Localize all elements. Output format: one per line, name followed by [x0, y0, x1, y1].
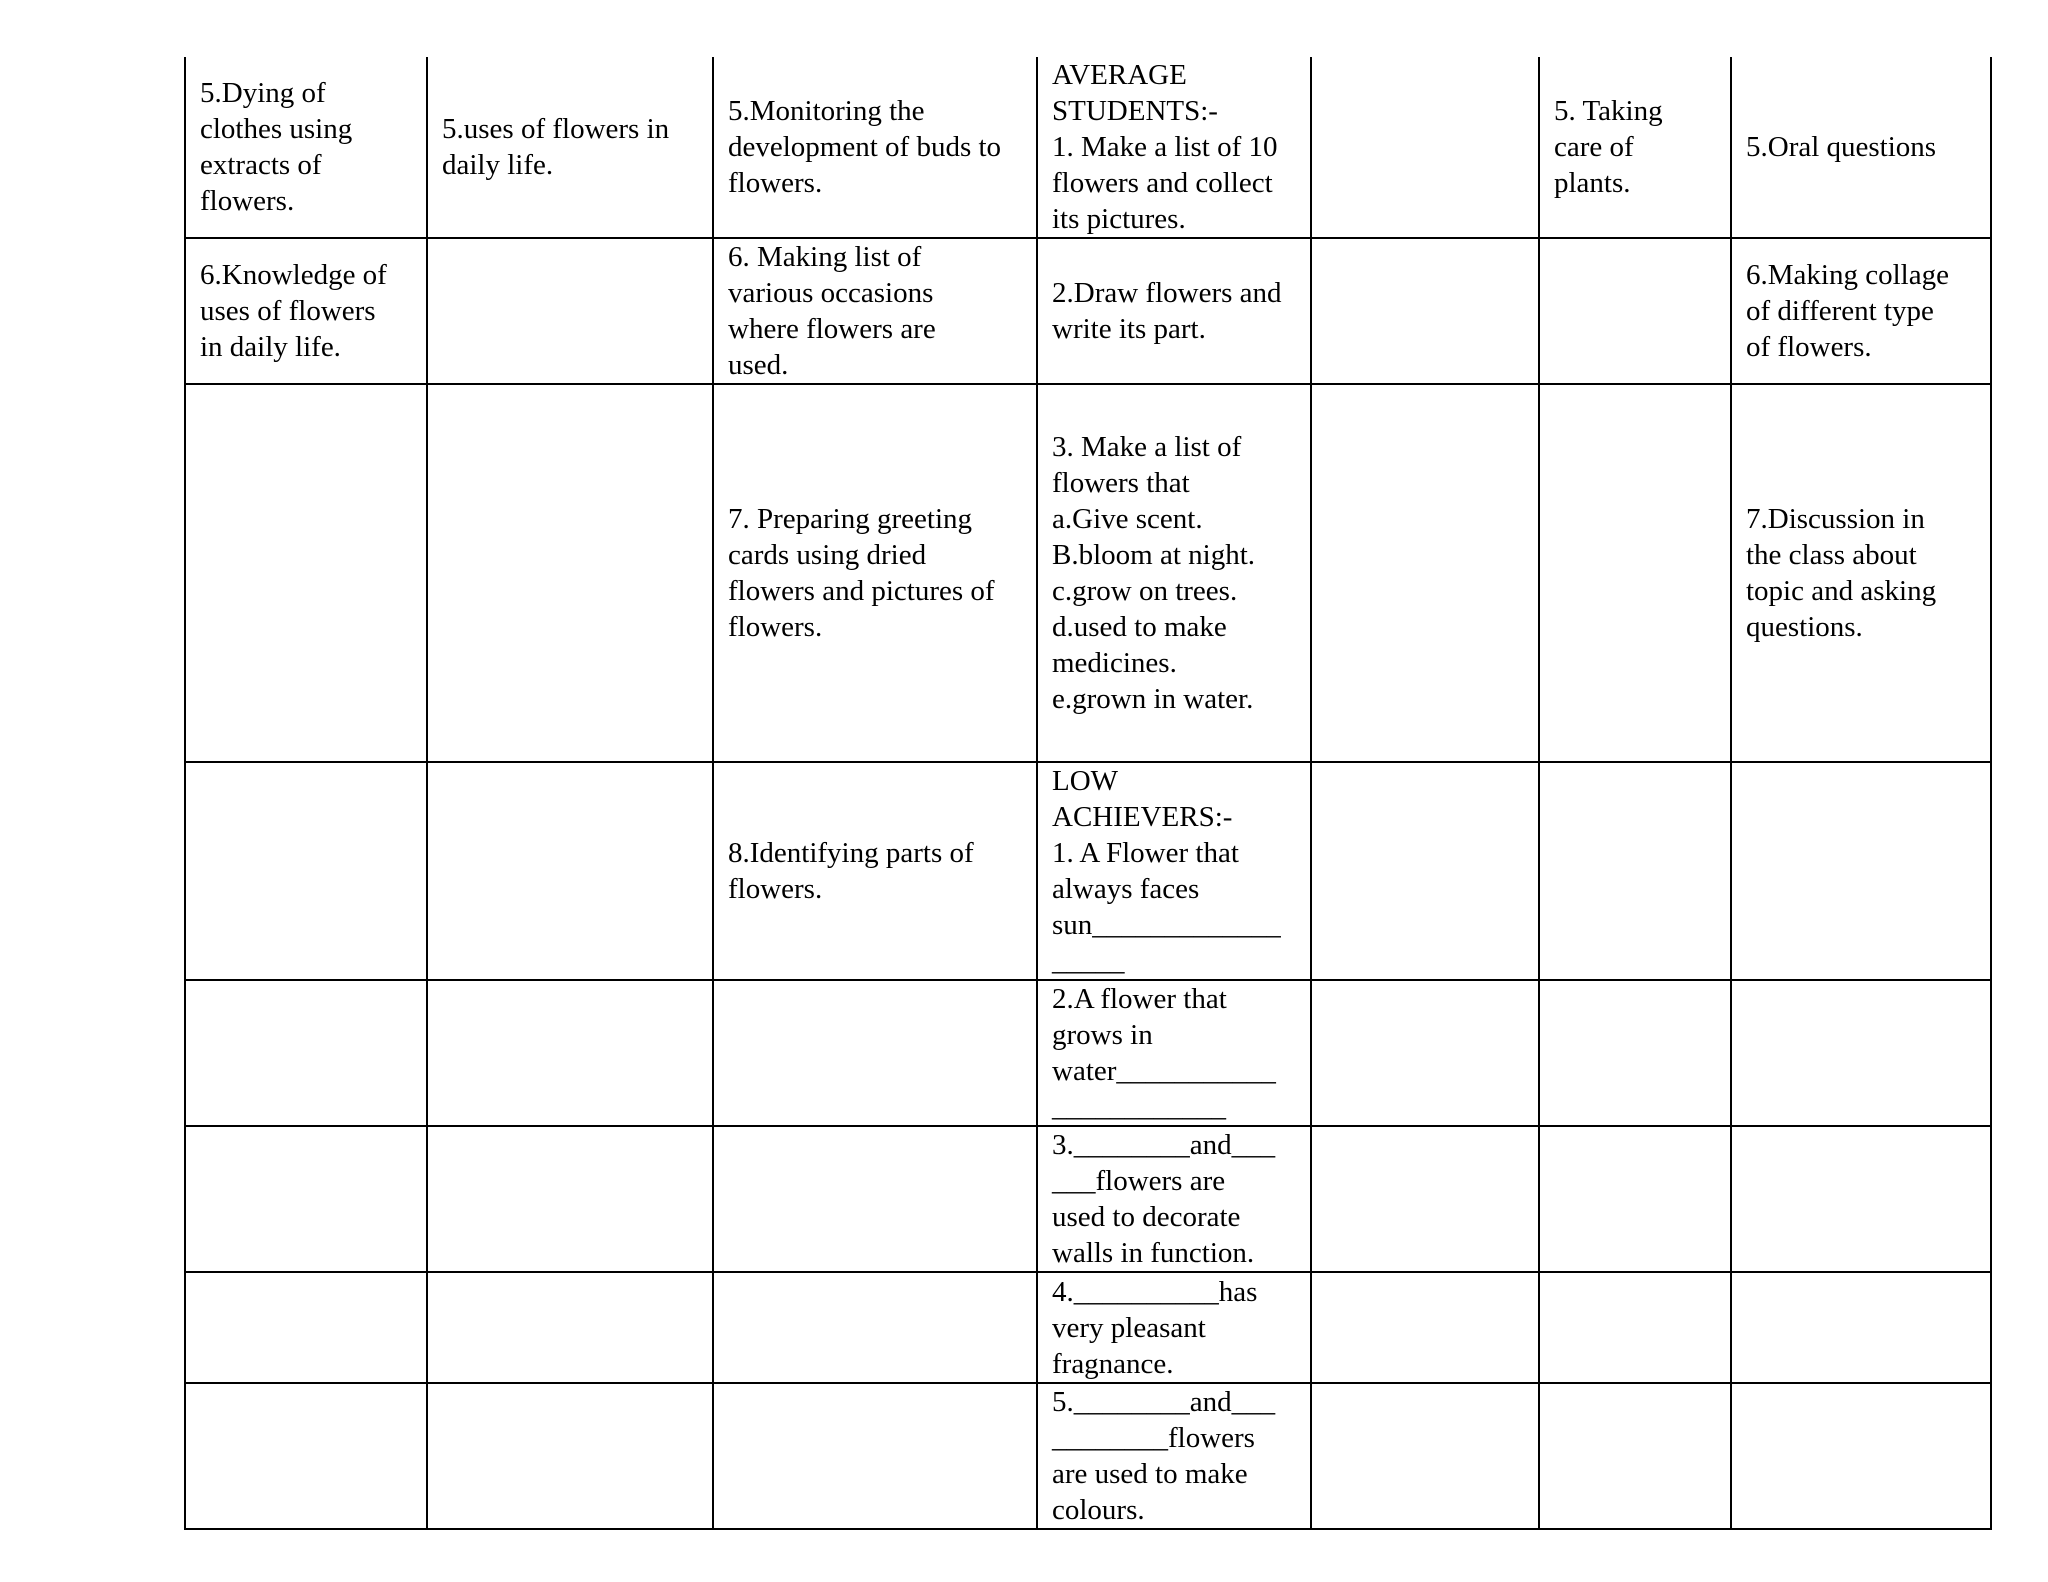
cell-text: 7.Discussion in the class about topic and asking questions. [1746, 503, 1937, 643]
table-cell [185, 1383, 427, 1529]
table-cell [185, 980, 427, 1126]
table-row [185, 1272, 1991, 1383]
cell-text: 8.Identifying parts of flowers. [728, 837, 974, 905]
table-cell [713, 384, 1037, 762]
table-cell [427, 1383, 713, 1529]
cell-text: 5.Dying of clothes using extracts of flowers. [200, 77, 353, 217]
table-cell [1037, 238, 1311, 384]
table-cell [1037, 762, 1311, 980]
table-cell [713, 1126, 1037, 1272]
table-cell [1037, 1272, 1311, 1383]
table-cell [1311, 238, 1539, 384]
table-cell [1311, 1272, 1539, 1383]
table-row [185, 238, 1991, 384]
table-cell [427, 1272, 713, 1383]
table-cell [713, 980, 1037, 1126]
table-cell [713, 1383, 1037, 1529]
table-cell [713, 762, 1037, 980]
cell-text: 5. Taking care of plants. [1554, 95, 1663, 199]
cell-text: 5.uses of flowers in daily life. [442, 113, 670, 181]
cell-text: 6.Knowledge of uses of flowers in daily life. [200, 259, 387, 363]
lesson-plan-table [184, 57, 1992, 1530]
table-cell [427, 384, 713, 762]
table-cell [713, 238, 1037, 384]
table-row [185, 762, 1991, 980]
table-row [185, 1126, 1991, 1272]
table-cell [1731, 238, 1991, 384]
table-cell [1311, 384, 1539, 762]
cell-text: 5.Monitoring the development of buds to flowers. [728, 95, 1002, 199]
cell-text: 5.________and___ ________flowers are used to make colours. [1052, 1386, 1276, 1526]
table-cell [1311, 762, 1539, 980]
table-cell [713, 1272, 1037, 1383]
table-cell [1311, 980, 1539, 1126]
table-row [185, 980, 1991, 1126]
table-cell [1311, 57, 1539, 238]
table-cell [1539, 762, 1731, 980]
table-cell [1037, 980, 1311, 1126]
cell-text: 7. Preparing greeting cards using dried flowers and pictures of flowers. [728, 503, 995, 643]
table-cell [1731, 384, 1991, 762]
table-cell [1731, 1383, 1991, 1529]
table-cell [1037, 57, 1311, 238]
cell-text: 5.Oral questions [1746, 131, 1937, 163]
table-cell [1539, 1383, 1731, 1529]
table-cell [427, 57, 713, 238]
cell-text: LOW ACHIEVERS:- 1. A Flower that always faces sun_____________ _____ [1052, 765, 1281, 977]
table-cell [1311, 1383, 1539, 1529]
table-cell [1731, 1272, 1991, 1383]
cell-text: 3.________and___ ___flowers are used to decorate walls in function. [1052, 1129, 1276, 1269]
table-row [185, 384, 1991, 762]
table-cell [1037, 1126, 1311, 1272]
table-cell [185, 384, 427, 762]
table-row [185, 1383, 1991, 1529]
table-cell [1539, 57, 1731, 238]
table-cell [1731, 57, 1991, 238]
table-cell [1037, 384, 1311, 762]
table-cell [427, 980, 713, 1126]
table-cell [1539, 1272, 1731, 1383]
table-cell [1731, 762, 1991, 980]
table-cell [1311, 1126, 1539, 1272]
table-cell [1539, 980, 1731, 1126]
table-cell [1731, 980, 1991, 1126]
cell-text: 6.Making collage of different type of flowers. [1746, 259, 1949, 363]
table-cell [185, 762, 427, 980]
cell-text: 4.__________has very pleasant fragnance. [1052, 1275, 1258, 1380]
table-cell [185, 238, 427, 384]
table-cell [1731, 1126, 1991, 1272]
cell-text: 2.A flower that grows in water___________ ____________ [1052, 983, 1276, 1123]
table-row [185, 57, 1991, 238]
table-cell [713, 57, 1037, 238]
cell-text: 2.Draw flowers and write its part. [1052, 277, 1282, 345]
cell-text: 6. Making list of various occasions where flowers are used. [728, 241, 936, 381]
table-cell [1539, 1126, 1731, 1272]
table-cell [185, 1126, 427, 1272]
cell-text: AVERAGE STUDENTS:- 1. Make a list of 10 flowers and collect its pictures. [1052, 59, 1278, 235]
table-cell [1539, 384, 1731, 762]
table-cell [185, 57, 427, 238]
table-cell [427, 1126, 713, 1272]
table-cell [427, 238, 713, 384]
table-cell [427, 762, 713, 980]
table-cell [1539, 238, 1731, 384]
table-cell [1037, 1383, 1311, 1529]
cell-text: 3. Make a list of flowers that a.Give scent. B.bloom at night. c.grow on trees. d.used to make medicines. e.grown in water. [1052, 431, 1255, 715]
table-cell [185, 1272, 427, 1383]
